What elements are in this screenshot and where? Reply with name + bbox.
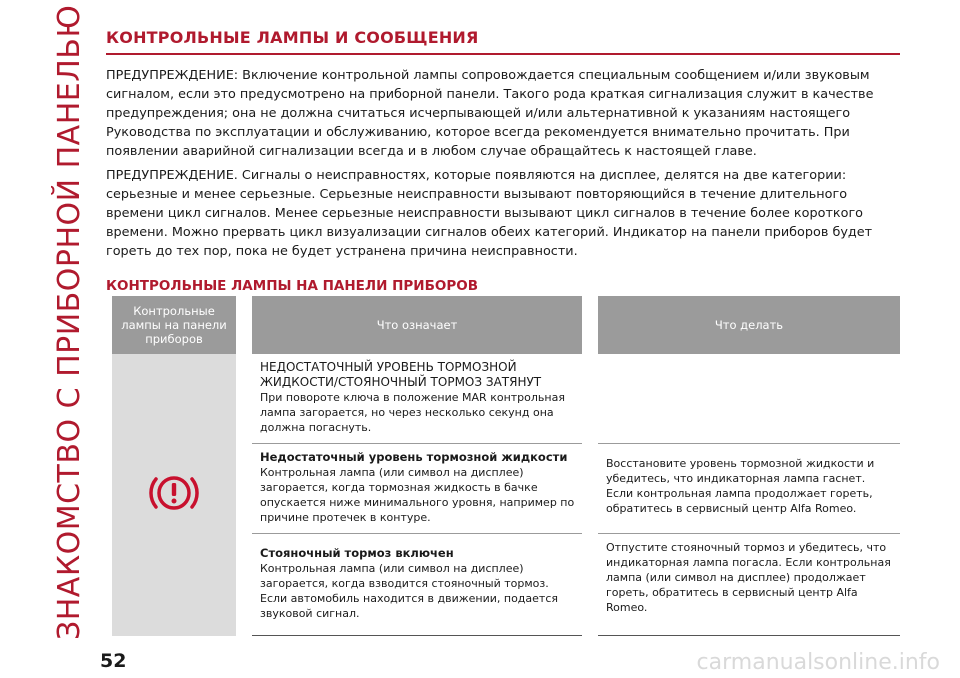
watermark: carmanualsonline.info xyxy=(696,650,940,675)
table-header-row xyxy=(112,296,900,354)
row-1-meaning xyxy=(252,444,582,534)
header-action: Что делать xyxy=(598,296,900,354)
row-2-title: Стояночный тормоз включен xyxy=(260,546,454,560)
warning-paragraph-2: ПРЕДУПРЕЖДЕНИЕ. Сигналы о неисправностях, которые появляются на дисплее, делятся на две категории: серьезные и менее серьезные. Серьезные неисправности вызывают повторяющийся в течение длительного времени цикл сигналов. Менее серьезные неисправности вызывают цикл сигналов в течение более короткого времени. Можно прервать цикл визуализации сигналов обеих категорий. Индикатор на панели приборов будет гореть до тех пор, пока не будет устранена причина неисправности. xyxy=(106,168,873,259)
header-gap xyxy=(582,296,598,354)
row-0-action xyxy=(598,354,900,444)
row-1-title: Недостаточный уровень тормозной жидкости xyxy=(260,450,568,464)
column-gap xyxy=(582,534,598,636)
header-lamp: Контрольные лампы на панели приборов xyxy=(112,296,236,354)
warning-paragraph-1: ПРЕДУПРЕЖДЕНИЕ: Включение контрольной лампы сопровождается специальным сообщением и/или звуковым сигналом, если это предусмотрено на приборной панели. Такого рода краткая сигнализация служит в качестве предупреждения; она не должна считаться исчерпывающей и/или альтернативной к указаниям настоящего Руководства по эксплуатации и обслуживанию, которое всегда рекомендуется внимательно прочитать. При появлении аварийной сигнализации всегда и в любом случае обращайтесь к настоящей главе. xyxy=(106,68,874,159)
page-content xyxy=(106,28,900,294)
row-2-text: Контрольная лампа (или символ на дисплее) загорается, когда взводится стояночный тормоз. Если автомобиль находится в движении, подается звуковой сигнал. xyxy=(260,562,558,620)
column-gap xyxy=(582,354,598,444)
header-gap xyxy=(236,296,252,354)
row-2-action: Отпустите стояночный тормоз и убедитесь, что индикаторная лампа погасла. Если контрольная лампа (или символ на дисплее) продолжает гореть, обратитесь в сервисный центр Alfa Romeo. xyxy=(598,534,900,636)
brake-warning-icon xyxy=(146,465,202,521)
row-1-action: Восстановите уровень тормозной жидкости и убедитесь, что индикаторная лампа гаснет. Если контрольная лампа продолжает гореть, обратитесь в сервисный центр Alfa Romeo. xyxy=(598,444,900,534)
row-2-meaning xyxy=(252,534,582,636)
row-0-meaning xyxy=(252,354,582,444)
row-0-title: НЕДОСТАТОЧНЫЙ УРОВЕНЬ ТОРМОЗНОЙ ЖИДКОСТИ/СТОЯНОЧНЫЙ ТОРМОЗ ЗАТЯНУТ xyxy=(260,360,542,389)
column-gap xyxy=(236,354,252,444)
column-gap xyxy=(236,444,252,534)
warning-lights-table xyxy=(112,296,900,636)
row-1-text: Контрольная лампа (или символ на дисплее) загорается, когда тормозная жидкость в бачке опускается ниже минимального уровня, например по причине протечек в контуре. xyxy=(260,466,575,524)
column-gap xyxy=(236,534,252,636)
lamp-icon-cell xyxy=(112,354,236,636)
section-subheading: КОНТРОЛЬНЫЕ ЛАМПЫ НА ПАНЕЛИ ПРИБОРОВ xyxy=(106,278,479,294)
table-row xyxy=(112,354,900,444)
row-0-text: При повороте ключа в положение MAR контрольная лампа загорается, но через несколько секунд она должна погаснуть. xyxy=(260,391,565,434)
page-number: 52 xyxy=(100,650,127,672)
page-heading: КОНТРОЛЬНЫЕ ЛАМПЫ И СООБЩЕНИЯ xyxy=(106,28,900,55)
column-gap xyxy=(582,444,598,534)
section-side-title: ЗНАКОМСТВО С ПРИБОРНОЙ ПАНЕЛЬЮ xyxy=(52,4,87,640)
header-meaning: Что означает xyxy=(252,296,582,354)
